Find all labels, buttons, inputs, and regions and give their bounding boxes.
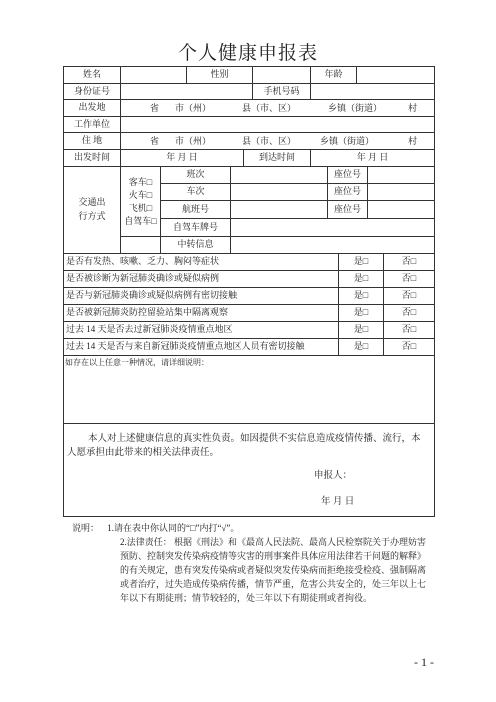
notes-item2-line3: 的有关规定，患有突发传染病或者疑似突发传染病而拒绝接受检疫、强制隔离 <box>120 565 427 575</box>
question-5-no[interactable]: 否□ <box>384 322 434 339</box>
notes-item2-line1: 2.法律责任： 根据《刑法》和《最高人民法院、最高人民检察院关于办理妨害 <box>120 537 427 547</box>
address-village: 村 <box>408 136 418 146</box>
depart-date[interactable]: 年 月 日 <box>121 150 244 167</box>
phone-label: 手机号码 <box>253 84 311 100</box>
flight-number-field[interactable] <box>231 201 328 219</box>
question-2-no[interactable]: 否□ <box>384 271 434 288</box>
question-4-no[interactable]: 否□ <box>384 305 434 322</box>
question-5: 过去 14 天是否去过新冠肺炎疫情重点地区 <box>64 322 339 339</box>
train-seat-field[interactable] <box>368 184 434 201</box>
question-1-no[interactable]: 否□ <box>384 254 434 271</box>
mode-bus[interactable]: 客车□ <box>128 176 153 187</box>
name-field[interactable] <box>121 67 187 84</box>
question-1: 是否有发热、咳嗽、乏力、胸闷等症状 <box>64 254 339 271</box>
mode-train[interactable]: 火车□ <box>128 189 153 200</box>
transport-label-line2: 行方式 <box>78 211 106 221</box>
origin-town: 乡镇（街道） <box>328 103 383 113</box>
train-seat-label: 座位号 <box>328 184 368 201</box>
id-label: 身份证号 <box>64 84 121 100</box>
applicant-label: 申报人： <box>314 471 353 481</box>
phone-field[interactable] <box>311 84 434 100</box>
mode-car[interactable]: 自驾车□ <box>124 215 157 226</box>
id-field[interactable] <box>121 84 253 100</box>
train-number-field[interactable] <box>231 184 328 201</box>
address-label: 住 地 <box>64 133 121 150</box>
origin-county: 县（市、区） <box>242 103 297 113</box>
origin-province: 省 <box>150 103 160 113</box>
work-label: 工作单位 <box>64 117 121 133</box>
question-2-yes[interactable]: 是□ <box>339 271 384 288</box>
transfer-label: 中转信息 <box>161 237 231 254</box>
question-1-yes[interactable]: 是□ <box>339 254 384 271</box>
notes-item1: 1.请在表中你认同的“□”内打“√”。 <box>107 523 240 533</box>
transport-label <box>64 167 121 254</box>
bus-seat-field[interactable] <box>368 167 434 184</box>
notes-item2-line2: 预防、控制突发传染病疫情等灾害的刑事案件具体应用法律若干问题的解释》 <box>120 551 427 561</box>
notes-item2-line5: 年以下有期徒刑；情节较轻的，处三年以下有期徒刑或者拘役。 <box>120 593 373 603</box>
detail-box[interactable] <box>64 356 434 424</box>
origin-label: 出发地 <box>64 100 121 117</box>
flight-seat-label: 座位号 <box>328 201 368 219</box>
age-label: 年龄 <box>311 67 357 84</box>
address-city: 市（州） <box>175 136 212 146</box>
question-4: 是否被新冠肺炎防控留验站集中隔离观察 <box>64 305 339 322</box>
form-table <box>63 66 435 517</box>
transfer-field[interactable] <box>231 237 434 254</box>
question-5-yes[interactable]: 是□ <box>339 322 384 339</box>
flight-number-label: 航班号 <box>161 201 231 219</box>
pledge-line-1: 本人对上述健康信息的真实性负责。如因提供不实信息造成疫情传播、流行，本 <box>88 434 421 444</box>
question-6-no[interactable]: 否□ <box>384 339 434 356</box>
transport-label-line1: 交通出 <box>78 197 106 208</box>
bus-number-field[interactable] <box>231 167 328 184</box>
question-6-yes[interactable]: 是□ <box>339 339 384 356</box>
form-title: 个人健康申报表 <box>177 43 318 64</box>
pledge-line-2: 人愿承担由此带来的相关法律责任。 <box>67 448 220 458</box>
bus-number-label: 班次 <box>161 167 231 184</box>
address-town: 乡镇（街道） <box>320 136 375 146</box>
question-6: 过去 14 天是否与来自新冠肺炎疫情重点地区人员有密切接触 <box>64 339 339 356</box>
bus-seat-label: 座位号 <box>328 167 368 184</box>
notes-item2-line4: 或者治疗，过失造成传染病传播，情节严重，危害公共安全的，处三年以上七 <box>120 579 427 589</box>
question-4-yes[interactable]: 是□ <box>339 305 384 322</box>
train-number-label: 车次 <box>161 184 231 201</box>
notes-item1-line <box>72 521 239 535</box>
car-plate-label: 自驾车牌号 <box>161 219 231 237</box>
page-number: - 1 - <box>414 655 434 669</box>
age-field[interactable] <box>357 67 434 84</box>
question-3-no[interactable]: 否□ <box>384 288 434 305</box>
arrive-date[interactable]: 年 月 日 <box>311 150 434 167</box>
question-3: 是否与新冠肺炎确诊或疑似病例有密切接触 <box>64 288 339 305</box>
origin-city: 市（州） <box>175 103 212 113</box>
arrive-time-label: 到达时间 <box>244 150 311 167</box>
transport-modes[interactable] <box>121 167 161 237</box>
address-county: 县（市、区） <box>242 136 297 146</box>
question-2: 是否被诊断为新冠肺炎确诊或疑似病例 <box>64 271 339 288</box>
flight-seat-field[interactable] <box>368 201 434 219</box>
address-province: 省 <box>150 136 160 146</box>
gender-field[interactable] <box>253 67 311 84</box>
sign-date[interactable]: 年 月 日 <box>321 497 355 507</box>
work-field[interactable] <box>121 117 434 133</box>
transfer-spacer <box>121 237 161 254</box>
detail-prompt: 如存在以上任意一种情况，请详细说明： <box>65 358 209 367</box>
depart-time-label: 出发时间 <box>64 150 121 167</box>
car-plate-field[interactable] <box>231 219 434 237</box>
question-3-yes[interactable]: 是□ <box>339 288 384 305</box>
name-label: 姓名 <box>64 67 121 84</box>
notes-label: 说明： <box>72 523 100 533</box>
gender-label: 性别 <box>187 67 253 84</box>
origin-village: 村 <box>408 103 418 113</box>
mode-plane[interactable]: 飞机□ <box>128 202 153 213</box>
